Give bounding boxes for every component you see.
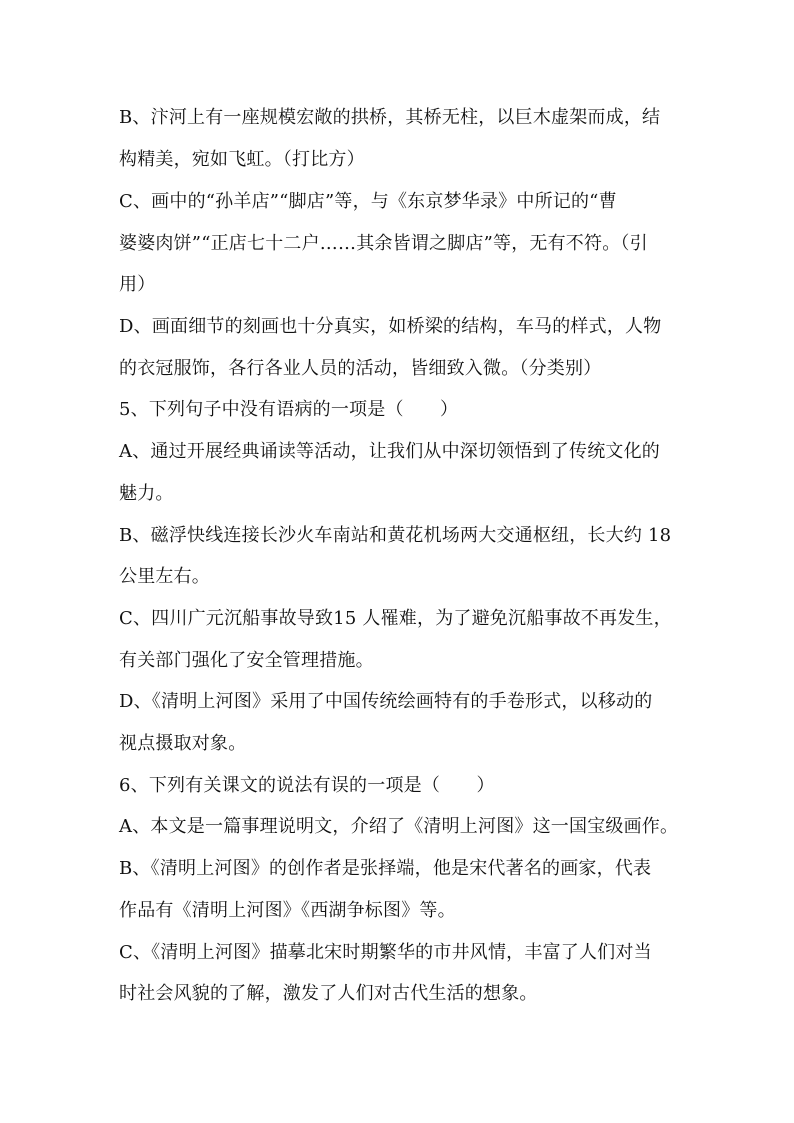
text-line: 视点摄取对象。 (119, 733, 247, 754)
text-line: 婆婆肉饼”“正店七十二户……其余皆谓之脚店”等，无有不符。（引 (119, 233, 648, 254)
text-line: B、汴河上有一座规模宏敞的拱桥，其桥无柱，以巨木虚架而成，结 (119, 107, 661, 128)
text-line: D、画面细节的刻画也十分真实，如桥梁的结构，车马的样式，人物 (119, 316, 662, 337)
text-line: A、本文是一篇事理说明文，介绍了《清明上河图》这一国宝级画作。 (119, 816, 679, 837)
text-line: 构精美，宛如飞虹。（打比方） (119, 149, 365, 170)
text-line: 公里左右。 (119, 566, 210, 587)
text-line: C、画中的“孙羊店”“脚店”等，与《东京梦华录》中所记的“曹 (119, 191, 617, 212)
text-line: A、通过开展经典诵读等活动，让我们从中深切领悟到了传统文化的 (119, 441, 660, 462)
question-heading: 6、下列有关课文的说法有误的一项是（ ） (119, 775, 495, 796)
text-line: B、磁浮快线连接长沙火车南站和黄花机场两大交通枢纽，长大约 18 (119, 525, 672, 546)
question-heading: 5、下列句子中没有语病的一项是（ ） (119, 399, 459, 420)
text-line: 魅力。 (119, 483, 174, 504)
text-line: 用） (119, 274, 156, 295)
text-line: 作品有《清明上河图》《西湖争标图》等。 (119, 900, 456, 921)
text-line: C、四川广元沉船事故导致15 人罹难，为了避免沉船事故不再发生， (119, 608, 672, 629)
text-line: 时社会风貌的了解，激发了人们对古代生活的想象。 (119, 983, 538, 1004)
text-line: D、《清明上河图》采用了中国传统绘画特有的手卷形式，以移动的 (119, 691, 653, 712)
text-line: B、《清明上河图》的创作者是张择端，他是宋代著名的画家，代表 (119, 858, 652, 879)
text-line: 有关部门强化了安全管理措施。 (119, 650, 374, 671)
text-line: 的衣冠服饰，各行各业人员的活动，皆细致入微。（分类别） (119, 358, 602, 379)
text-line: C、《清明上河图》描摹北宋时期繁华的市井风情，丰富了人们对当 (119, 942, 652, 963)
